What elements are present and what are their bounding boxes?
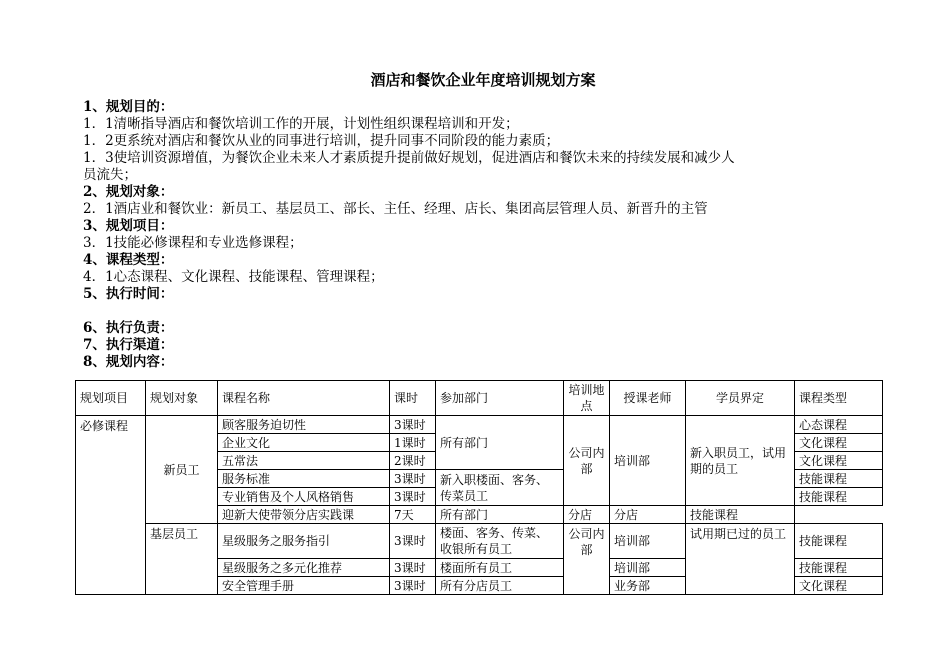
course-cell: 服务标准 [218, 470, 390, 488]
section-heading: 8、规划内容： [83, 354, 174, 370]
header-course-type: 课程类型 [795, 381, 883, 416]
trainee-cell: 试用期已过的员工 [686, 524, 795, 595]
body-line: 1．3使培训资源增值，为餐饮企业未来人才素质提升提前做好规划，促进酒店和餐饮未来的持续发展和减少人 [83, 150, 735, 166]
section-heading: 6、执行负责： [83, 320, 174, 336]
course-cell: 顾客服务迫切性 [218, 416, 390, 434]
section-heading: 3、规划项目： [83, 218, 174, 234]
header-course-name: 课程名称 [218, 381, 390, 416]
body-line: 3．1技能必修课程和专业选修课程； [83, 235, 303, 251]
hours-cell: 3课时 [390, 577, 436, 595]
course-type-cell: 文化课程 [795, 452, 883, 470]
course-type-cell: 文化课程 [795, 577, 883, 595]
teacher-cell: 培训部 [610, 524, 686, 559]
hours-cell: 3课时 [390, 524, 436, 559]
table-row [76, 524, 883, 559]
section-heading: 5、执行时间： [83, 286, 174, 302]
project-cell: 必修课程 [76, 416, 146, 595]
department-cell: 所有分店员工 [436, 577, 564, 595]
hours-cell: 3课时 [390, 559, 436, 577]
body-line: 1．1清晰指导酒店和餐饮培训工作的开展，计划性组织课程培训和开发； [83, 116, 519, 132]
course-type-cell: 技能课程 [795, 470, 883, 488]
section-heading: 4、课程类型： [83, 252, 174, 268]
location-cell: 公司内部 [564, 416, 610, 506]
teacher-cell: 分店 [610, 506, 686, 524]
training-plan-table [75, 380, 883, 595]
body-line: 1．2更系统对酒店和餐饮从业的同事进行培训，提升同事不同阶段的能力素质； [83, 133, 560, 149]
hours-cell: 3课时 [390, 416, 436, 434]
header-hours: 课时 [390, 381, 436, 416]
course-cell: 企业文化 [218, 434, 390, 452]
section-heading: 1、规划目的： [83, 99, 174, 115]
trainee-cell: 新入职员工，试用期的员工 [686, 416, 795, 506]
hours-cell: 3课时 [390, 488, 436, 506]
teacher-cell: 培训部 [610, 416, 686, 506]
course-cell: 五常法 [218, 452, 390, 470]
department-cell: 所有部门 [436, 506, 564, 524]
course-type-cell: 技能课程 [795, 559, 883, 577]
body-line: 员流失； [83, 167, 137, 183]
header-teacher: 授课老师 [610, 381, 686, 416]
hours-cell: 3课时 [390, 470, 436, 488]
course-cell: 安全管理手册 [218, 577, 390, 595]
target-cell: 基层员工 [146, 524, 218, 595]
course-cell: 迎新大使带领分店实践课 [218, 506, 390, 524]
hours-cell: 7天 [390, 506, 436, 524]
department-cell: 新入职楼面、客务、传菜员工 [436, 470, 564, 506]
course-type-cell: 心态课程 [795, 416, 883, 434]
course-cell: 星级服务之服务指引 [218, 524, 390, 559]
course-cell: 专业销售及个人风格销售 [218, 488, 390, 506]
header-department: 参加部门 [436, 381, 564, 416]
table-row [76, 416, 883, 434]
header-trainee: 学员界定 [686, 381, 795, 416]
department-cell: 所有部门 [436, 416, 564, 470]
course-type-cell: 文化课程 [795, 434, 883, 452]
department-cell: 楼面、客务、传菜、收银所有员工 [436, 524, 564, 559]
header-location: 培训地点 [564, 381, 610, 416]
course-type-cell: 技能课程 [795, 488, 883, 506]
location-cell: 分店 [564, 506, 610, 524]
hours-cell: 1课时 [390, 434, 436, 452]
section-heading: 7、执行渠道： [83, 337, 174, 353]
header-target: 规划对象 [146, 381, 218, 416]
teacher-cell: 业务部 [610, 577, 686, 595]
body-line: 4．1心态课程、文化课程、技能课程、管理课程； [83, 269, 384, 285]
course-type-cell: 技能课程 [795, 524, 883, 559]
location-cell: 公司内部 [564, 524, 610, 595]
course-cell: 星级服务之多元化推荐 [218, 559, 390, 577]
body-line: 2．1酒店业和餐饮业：新员工、基层员工、部长、主任、经理、店长、集团高层管理人员、新晋升的主管 [83, 201, 708, 217]
teacher-cell: 培训部 [610, 559, 686, 577]
section-heading: 2、规划对象： [83, 184, 174, 200]
department-cell: 楼面所有员工 [436, 559, 564, 577]
target-cell: 新员工 [146, 416, 218, 524]
table-header-row [76, 381, 883, 416]
header-project: 规划项目 [76, 381, 146, 416]
course-type-cell: 技能课程 [686, 506, 795, 524]
hours-cell: 2课时 [390, 452, 436, 470]
document-title: 酒店和餐饮企业年度培训规划方案 [370, 71, 596, 89]
